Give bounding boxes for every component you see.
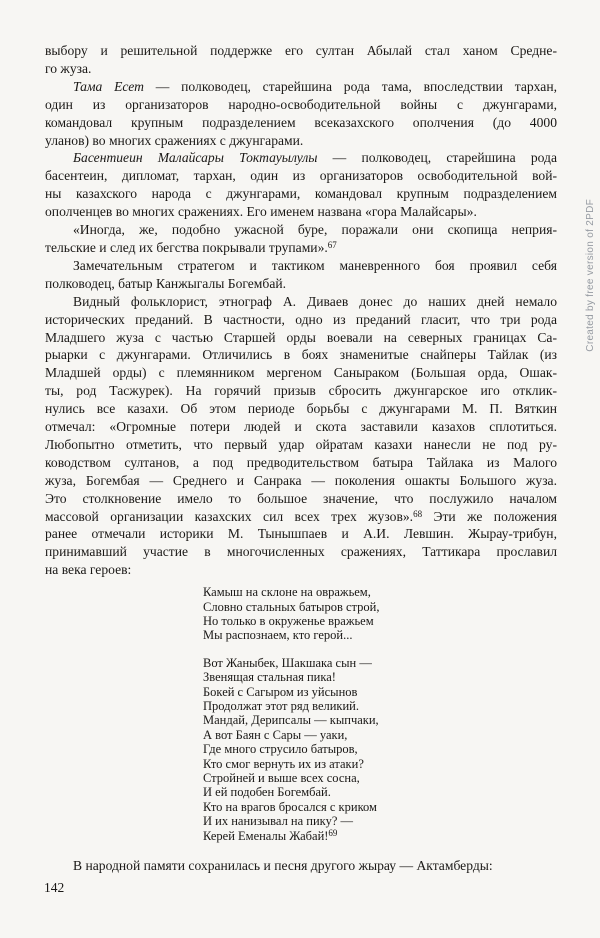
text-line: Младшей орды) с племянником мергеном Саныраком (Большая орда, Ошак- — [45, 365, 557, 381]
text-line: уланов) во многих сражениях с джунгарами. — [45, 132, 304, 148]
text-line: «Иногда, же, подобно ужасной буре, поражали они скопища неприя- — [73, 222, 557, 238]
text-line: В народной памяти сохранилась и песня другого жырау — Актамберды: — [73, 858, 493, 874]
text-line: Вот Жаныбек, Шакшака сын — — [203, 655, 372, 670]
text-line: ны казахского народа с джунгарами, командовал крупным подразделением — [45, 186, 557, 202]
text-line: Любопытно отметить, что первый удар ойратам казахи нанесли не под ру- — [45, 436, 557, 452]
poem-stanza-1 — [203, 585, 557, 643]
text-line: Керей Еменалы Жабай!$^{69}$ — [203, 827, 338, 843]
text-line: ководством султанов, а под предводительством батыра Тайлака из Малого — [45, 454, 557, 470]
text-line: Но только в окруженье вражьем — [203, 614, 374, 628]
text-line: ты, род Тасжурек). На горячий призыв сбросить джунгарское иго отклик- — [45, 383, 557, 399]
paragraph-quote — [45, 221, 557, 257]
text-line: И ей подобен Богембай. — [203, 785, 331, 800]
footnote-marker: 68 — [413, 508, 423, 519]
text-line: Бокей с Сагыром из уйсынов — [203, 684, 358, 699]
paragraph-bogembai — [45, 257, 557, 293]
text-line: басентеин, дипломат, тархан, один из организаторов освободительной вой- — [45, 168, 557, 184]
text-line: Басентиеин Малайсары Токтауылулы — полководец, старейшина рода — [73, 150, 557, 166]
text-line: А вот Баян с Сары — уаки, — [203, 727, 348, 742]
poem — [203, 585, 557, 843]
paragraph-continuation — [45, 42, 557, 78]
text-line: Это столкновение имело то большое значение, что послужило началом — [45, 490, 557, 506]
text-line: Кто смог вернуть их из атаки? — [203, 756, 364, 771]
text-line: нулись все казахи. Об этом периоде борьбы с джунгарами М. П. Вяткин — [45, 401, 557, 417]
text-line: один из организаторов народно-освободительной войны с джунгарами, — [45, 96, 557, 112]
text-line: Продолжат этот ряд великий. — [203, 699, 359, 714]
text-line: Мандай, Дерипсалы — кыпчаки, — [203, 713, 379, 728]
text-line: Мы распознаем, кто герой... — [203, 628, 353, 643]
text-line: Где много струсило батыров, — [203, 742, 358, 757]
text-block — [45, 42, 557, 875]
text-line: тельские и след их бегства покрывали трупами».$^{67}$ — [45, 239, 337, 255]
paragraph-divaev — [45, 293, 557, 580]
text-line: Кто на врагов бросался с криком — [203, 799, 377, 814]
page-number: 142 — [44, 880, 65, 895]
text-line: го жуза. — [45, 60, 92, 76]
text-line: Камыш на склоне на овражьем, — [203, 585, 371, 600]
text-line: на века героев: — [45, 562, 132, 578]
text-line: выбору и решительной поддержке его султан Абылай стал ханом Средне- — [45, 43, 557, 58]
text-line: ранее отмечали историки М. Тынышпаев и А.И. Левшин. Жырау-трибун, — [45, 526, 557, 542]
paragraph-tama-eset — [45, 78, 557, 150]
text-line: массовой организации казахских сил всех трех жузов».$^{68}$ Эти же положения — [45, 508, 557, 524]
text-line: ополченцев во многих сражениях. Его именем названа «гора Малайсары». — [45, 204, 477, 220]
paragraph-malaisary — [45, 149, 557, 221]
text-line: Замечательным стратегом и тактиком маневренного боя проявил себя — [73, 257, 557, 273]
footnote-marker: 67 — [327, 239, 337, 250]
paragraph-closing — [45, 857, 557, 875]
text-line: исторических преданий. В частности, одно из преданий гласит, что три рода — [45, 311, 557, 327]
text-line: рыарки с джунгарами. Отличились в боях знаменитые снайперы Тайлак (из — [45, 347, 557, 363]
watermark-2pdf: Created by free version of 2PDF — [585, 199, 596, 352]
text-line: командовал крупным подразделением всеказахского ополчения (до 4000 — [45, 114, 557, 130]
text-line: Видный фольклорист, этнограф А. Диваев донес до наших дней немало — [73, 293, 557, 309]
poem-stanza-2 — [203, 656, 557, 843]
text-line: Младшего жуза с частью Старшей орды воевали на северных границах Са- — [45, 329, 557, 345]
text-line: И их нанизывал на пику? — — [203, 814, 353, 829]
text-line: Словно стальных батыров строй, — [203, 599, 380, 614]
text-line: Тама Есет — полководец, старейшина рода тама, впоследствии тархан, — [73, 78, 557, 94]
text-line: принимавший участие в многочисленных сражениях, Таттикара прославил — [45, 544, 557, 560]
text-line: Звенящая стальная пика! — [203, 670, 336, 685]
text-line: Стройней и выше всех сосна, — [203, 771, 360, 786]
text-line: полководец, батыр Канжыгалы Богембай. — [45, 275, 287, 291]
text-line: жуза, Богембая — Среднего и Санрака — поколения ошакты Большого жуза. — [45, 472, 557, 488]
footnote-marker: 69 — [328, 827, 338, 838]
text-line: отмечал: «Огромные потери людей и скота заставили казахов сплотиться. — [45, 419, 557, 435]
